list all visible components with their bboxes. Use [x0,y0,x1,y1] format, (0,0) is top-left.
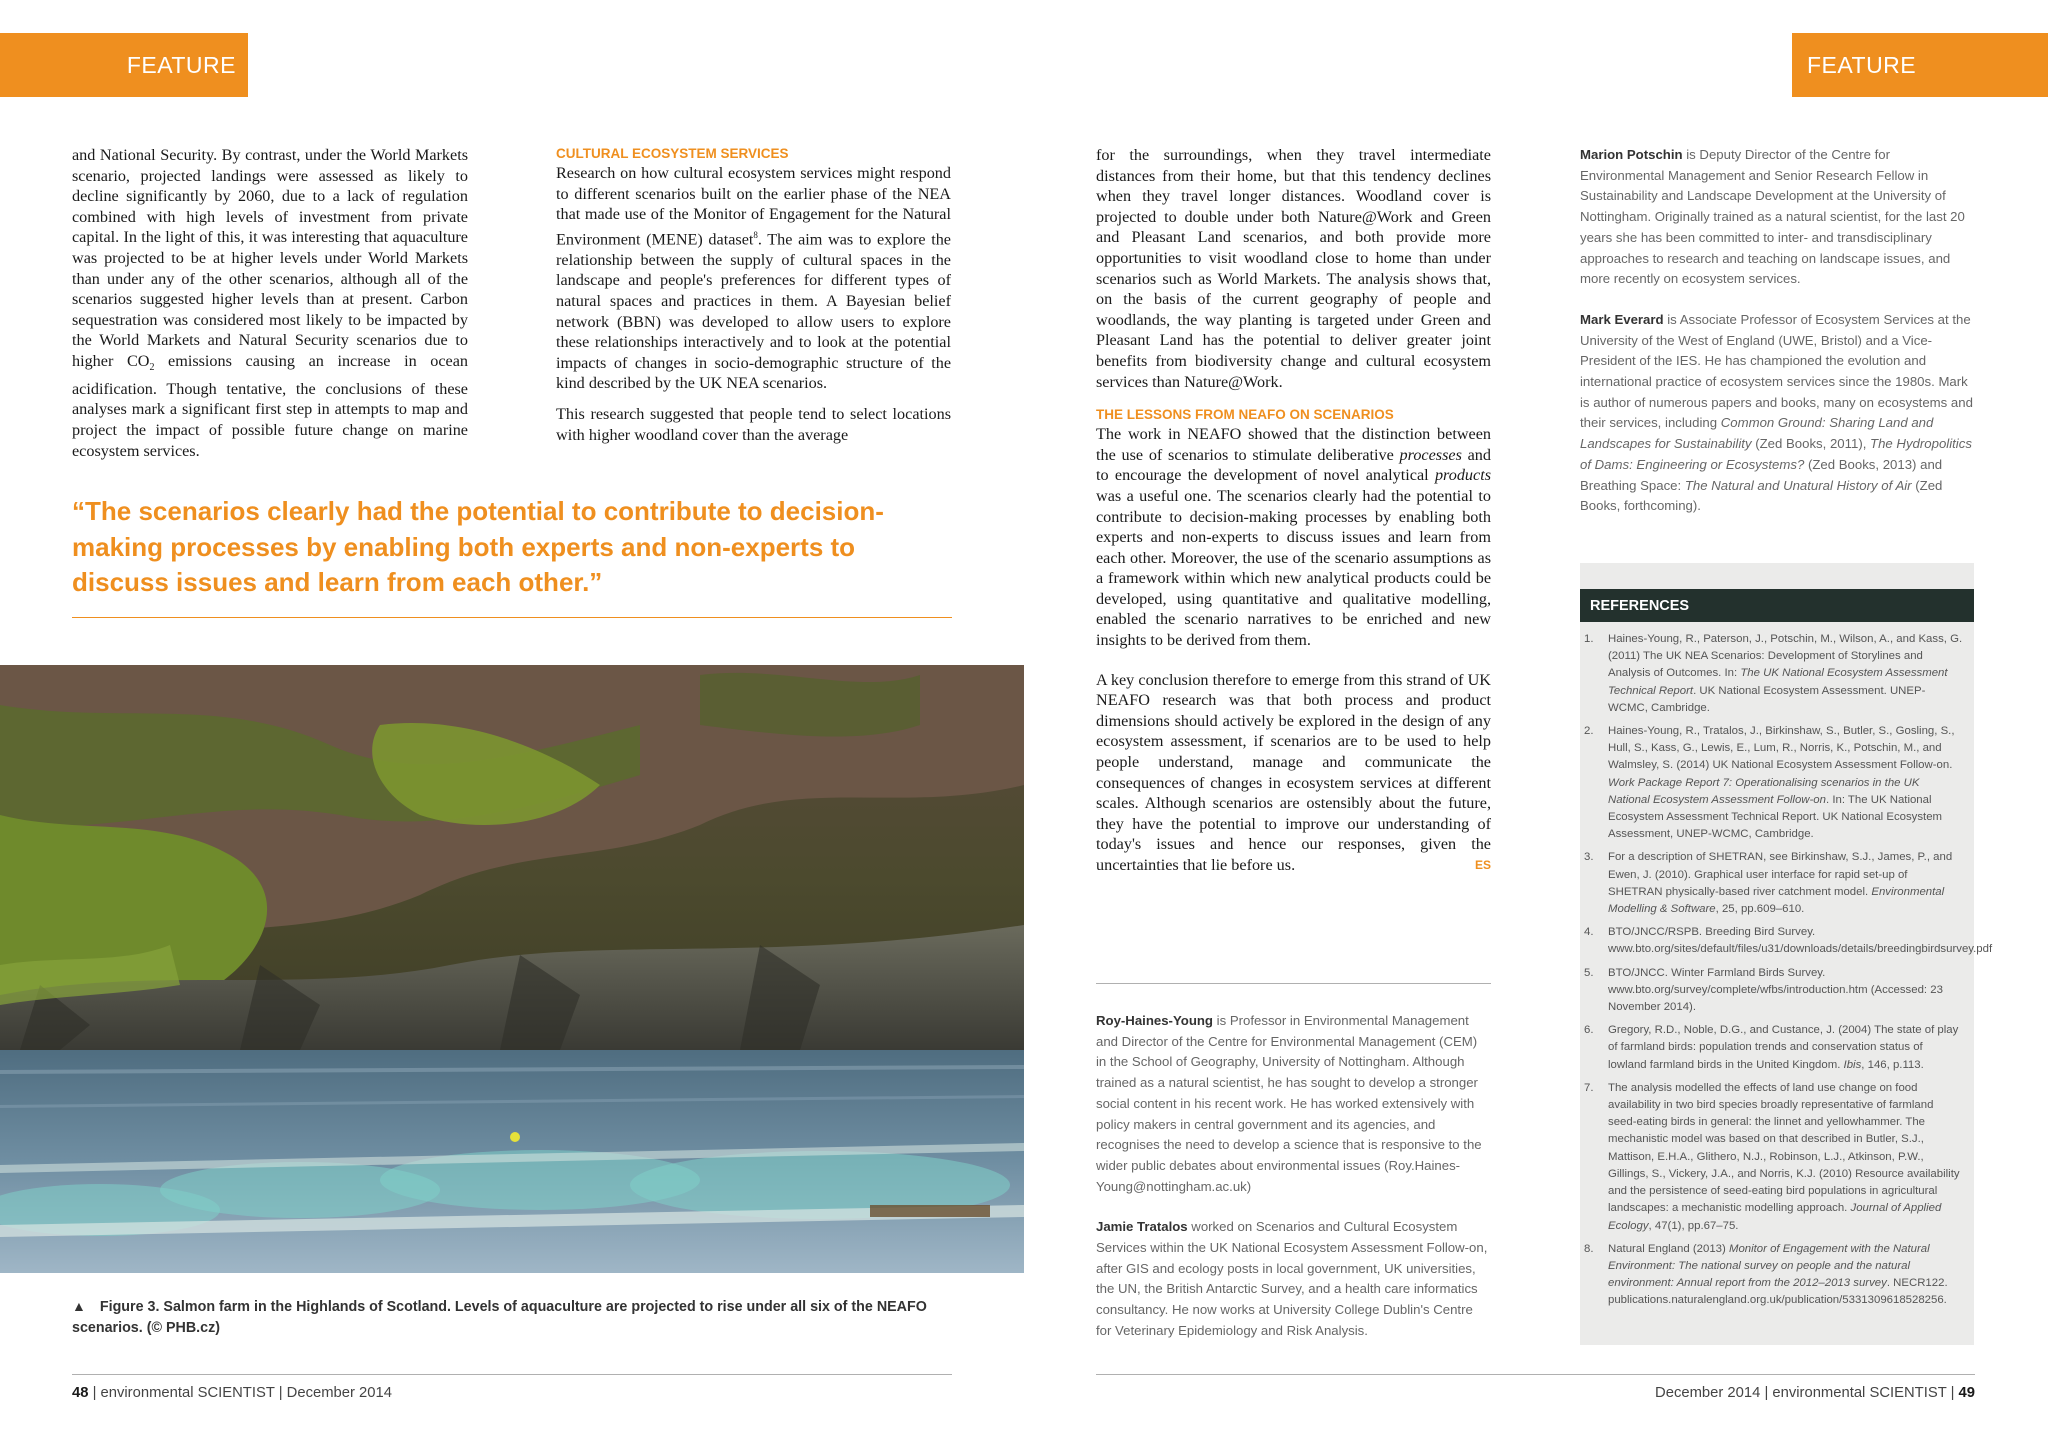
author-bio: Roy-Haines-Young is Professor in Environmental Management and Director of the Centre for Environmental Management (CEM) in the School of Geography, University of Nottingham. Although trained as a natural scientist, he has sought to develop a stronger social content in his recent work. He has worked extensively with policy makers in central government and its agencies, and recognises the need to develop a science that is responsive to the wider public debates about environmental issues (Roy.Haines-Young@nottingham.ac.uk) [1096,1013,1482,1194]
footer-left: 48 | environmental SCIENTIST | December 2014 [72,1385,392,1401]
author-bio: Jamie Tratalos worked on Scenarios and Cultural Ecosystem Services within the UK National Ecosystem Assessment Follow-on, after GIS and ecology posts in local government, UK universities, the UN, the British Antarctic Survey, and a health care informatics consultancy. He now works at University College Dublin's Centre for Veterinary Epidemiology and Risk Analysis. [1096,1219,1488,1338]
reference-item: 8. Natural England (2013) Monitor of Engagement with the Natural Environment: The national survey on people and the natural environment: Annual report from the 2012–2013 survey. NECR122. publications.naturalengland.org.uk/publication/5331309618528256. [1584,1242,1948,1307]
reference-item: 2. Haines-Young, R., Tratalos, J., Birkinshaw, S., Butler, S., Gosling, S., Hull, S., Kass, G., Lewis, E., Lum, R., Norris, K., Potschin, M., and Walmsley, S. (2014) UK National Ecosystem Assessment Follow-on. Work Package Report 7: Operationalising scenarios in the UK National Ecosystem Assessment Follow-on. In: The UK National Ecosystem Assessment Technical Report. UK National Ecosystem Assessment, UNEP-WCMC, Cambridge. [1584,725,1955,841]
triangle-up-icon: ▲ [72,1298,86,1314]
body-paragraph: The work in NEAFO showed that the distinction between the use of scenarios to stimulate deliberative processes and to encourage the development of novel analytical products was a useful one. The scenarios clearly had the potential to contribute to decision-making processes by enabling both experts and non-experts to discuss issues and learn from each other. Moreover, the use of the scenario assumptions as a framework within which new analytical products could be developed, using quantitative and qualitative modelling, enabled the scenario narratives to be enriched and new insights to be derived from them. [1096,425,1491,650]
pull-quote: “The scenarios clearly had the potential to contribute to decision-making processes by enabling both experts and non-experts to discuss issues and learn from each other.” [72,496,884,597]
page-number: 49 [1958,1385,1975,1401]
figure-caption: ▲ Figure 3. Salmon farm in the Highlands of Scotland. Levels of aquaculture are projected to rise under all six of the NEAFO scenarios. (© PHB.cz) [72,1298,927,1336]
body-paragraph: Research on how cultural ecosystem services might respond to different scenarios built on the earlier phase of the NEA that made use of the Monitor of Engagement for the Natural Environment (MENE) dataset$^8$. The aim was to explore the relationship between the supply of cultural spaces in the landscape and people's preferences for different types of natural spaces and practices in them. A Bayesian belief network (BBN) was developed to allow users to explore these relationships interactively and to look at the potential impacts of changes in socio-demographic structure of the kind described by the UK NEA scenarios. [556,164,951,393]
footer-rule-left [72,1374,952,1375]
column-3 [1096,145,1491,876]
column-1 [72,145,468,461]
feature-tab-right [1792,33,2048,97]
references-heading: REFERENCES [1580,589,1974,622]
feature-label: FEATURE [126,52,236,78]
section-heading: THE LESSONS FROM NEAFO ON SCENARIOS [1096,407,1394,423]
reference-item: 1. Haines-Young, R., Paterson, J., Potschin, M., Wilson, A., and Kass, G. (2011) The UK NEA Scenarios: Development of Storylines and Analysis of Outcomes. In: The UK National Ecosystem Assessment Technical Report. UK National Ecosystem Assessment. UNEP-WCMC, Cambridge. [1584,633,1963,714]
feature-tab-left [0,33,248,97]
feature-label: FEATURE [1807,52,1917,78]
footer-right: December 2014 | environmental SCIENTIST | 49 [1655,1385,1975,1401]
reference-item: 5. BTO/JNCC. Winter Farmland Birds Survey. www.bto.org/survey/complete/wfbs/introduction.htm (Accessed: 23 November 2014). [1584,966,1943,1014]
end-mark: ES [1474,858,1491,872]
column-2 [556,145,951,445]
reference-item: 4. BTO/JNCC/RSPB. Breeding Bird Survey. www.bto.org/sites/default/files/u31/downloads/details/breedingbirdsurvey.pdf [1584,926,1993,956]
references-list [1584,631,1993,1316]
author-bios-right [1580,145,1975,517]
author-bio: Marion Potschin is Deputy Director of the Centre for Environmental Management and Senior Research Fellow in Sustainability and Landscape Development at the University of Nottingham. Originally trained as a natural scientist, for the last 20 years she has been committed to inter- and transdisciplinary approaches to research and teaching on landscape issues, and more recently on ecosystem services. [1580,147,1965,287]
footer-rule-right [1096,1374,1975,1375]
reference-item: 7. The analysis modelled the effects of land use change on food availability in two bird species broadly representative of farmland seed-eating birds in general: the linnet and yellowhammer. The mechanistic model was based on that described in Butler, S.J., Mattison, E.H.A., Glithero, N.J., Robinson, L.J., Atkinson, P.W., Gillings, S., Vickery, J.A., and Norris, K.J. (2010) Resource availability and the persistence of seed-eating bird populations in agricultural landscapes: a mechanistic modelling approach. Journal of Applied Ecology, 47(1), pp.67–75. [1584,1081,1960,1232]
reference-item: 3. For a description of SHETRAN, see Birkinshaw, S.J., James, P., and Ewen, J. (2010). Graphical user interface for rapid set-up of SHETRAN physically-based river catchment model. Environmental Modelling & Software, 25, pp.609–610. [1584,851,1953,916]
bio-rule [1096,983,1491,984]
reference-item: 6. Gregory, R.D., Noble, D.G., and Custance, J. (2004) The state of play of farmland birds: population trends and conservation status of lowland farmland birds in the United Kingdom. Ibis, 146, p.113. [1584,1024,1959,1071]
body-paragraph: A key conclusion therefore to emerge from this strand of UK NEAFO research was that both process and product dimensions should actively be explored in the design of any ecosystem assessment, if scenarios are to be used to help people understand, manage and communicate the consequences of changes in ecosystem services at different scales. Although scenarios are ostensibly about the future, they have the potential to improve our understanding of today's issues and hence our responses, given the uncertainties that lie before us. ES [1096,670,1491,874]
body-paragraph: and National Security. By contrast, under the World Markets scenario, projected landings were assessed as likely to decline significantly by 2060, due to a lack of regulation combined with high levels of investment from private capital. In the light of this, it was interesting that aquaculture was projected to be at higher levels under World Markets than under any of the other scenarios, although all of the scenarios suggested higher levels than at present. Carbon sequestration was considered most likely to be impacted by the World Markets and Natural Security scenarios due to higher $CO_2$ emissions causing an increase in ocean acidification. Though tentative, the conclusions of these analyses mark a significant first step in attempts to map and project the impact of possible future change on marine ecosystem services. [72,146,469,460]
page-number: 48 [72,1385,89,1401]
author-bio: Mark Everard is Associate Professor of Ecosystem Services at the University of the West of England (UWE, Bristol) and a Vice-President of the IES. He has championed the evolution and international practice of ecosystem services since the 1980s. Mark is author of numerous papers and books, many on ecosystems and their services, including Common Ground: Sharing Land and Landscapes for Sustainability (Zed Books, 2011), The Hydropolitics of Dams: Engineering or Ecosystems? (Zed Books, 2013) and Breathing Space: The Natural and Unatural History of Air (Zed Books, forthcoming). [1580,311,1973,514]
salmon-farm-photo [0,665,1024,1273]
body-paragraph: for the surroundings, when they travel intermediate distances from their home, but that this tendency declines when they travel longer distances. Woodland cover is projected to double under both Nature@Work and Green and Pleasant Land scenarios, and both provide more opportunities to visit woodland close to home than under scenarios such as World Markets. The analysis shows that, on the basis of the current geography of people and woodlands, the way planting is targeted under Green and Pleasant Land has the potential to deliver greater joint benefits from biodiversity change and cultural ecosystem services than Nature@Work. [1096,146,1491,391]
body-paragraph: This research suggested that people tend to select locations with higher woodland cover than the average [556,404,951,444]
section-heading: CULTURAL ECOSYSTEM SERVICES [556,146,789,161]
author-bios-left [1096,1011,1491,1342]
pull-quote-rule [72,617,952,618]
